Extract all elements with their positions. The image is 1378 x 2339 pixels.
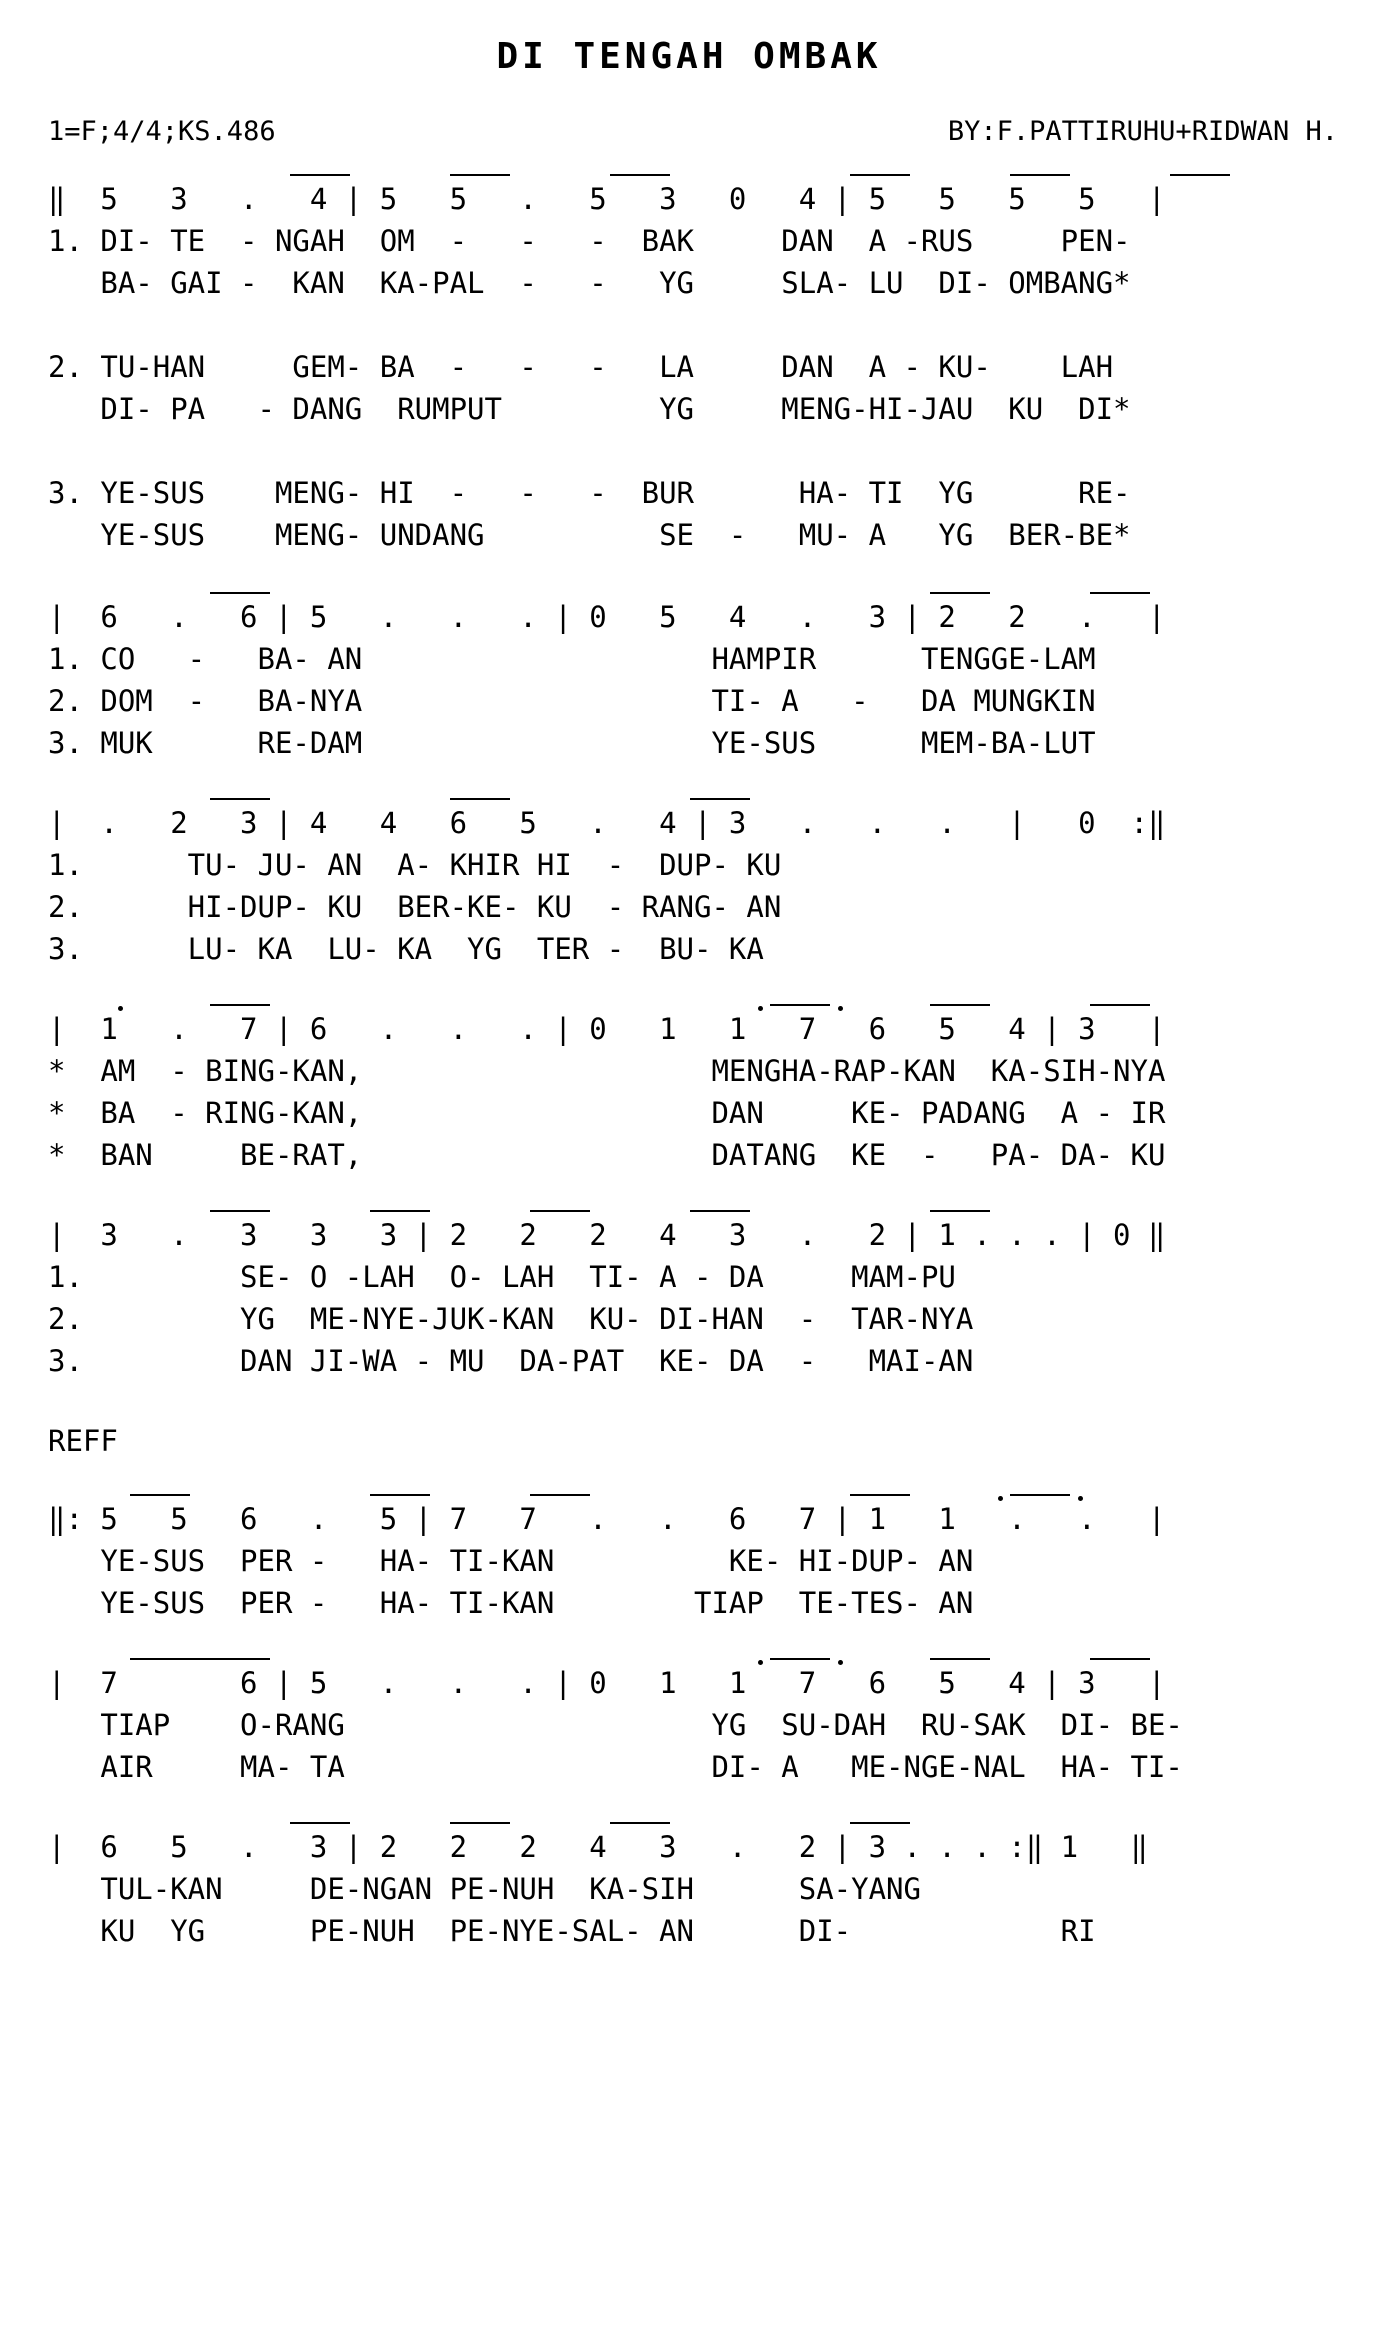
- beam-mark: [1090, 1658, 1150, 1660]
- beam-mark: [210, 1004, 270, 1006]
- lyric-line: YE-SUS PER - HA- TI-KAN TIAP TE-TES- AN: [48, 1586, 974, 1620]
- beam-mark: [770, 1004, 830, 1006]
- lyric-line: 2. DOM - BA-NYA TI- A - DA MUNGKIN: [48, 684, 1096, 718]
- lyric-line: * AM - BING-KAN, MENGHA-RAP-KAN KA-SIH-NYA: [48, 1054, 1166, 1088]
- reff-label: REFF: [48, 1424, 118, 1458]
- beam-mark: [610, 1822, 670, 1824]
- beam-mark: [930, 1658, 990, 1660]
- lyric-line: 1. TU- JU- AN A- KHIR HI - DUP- KU: [48, 848, 782, 882]
- octave-dot: [1078, 1496, 1083, 1501]
- beam-mark: [290, 1822, 350, 1824]
- beam-mark: [1170, 174, 1230, 176]
- beam-mark: [210, 592, 270, 594]
- beam-mark: [690, 798, 750, 800]
- lyric-line: AIR MA- TA DI- A ME-NGE-NAL HA- TI-: [48, 1750, 1183, 1784]
- notation-line-1: ‖ 5 3 . 4 | 5 5 . 5 3 0 4 | 5 5 5 5 |: [48, 182, 1166, 216]
- beam-mark: [850, 1494, 910, 1496]
- lyric-line: 2. TU-HAN GEM- BA - - - LA DAN A - KU- LAH: [48, 350, 1114, 384]
- beam-mark: [930, 1004, 990, 1006]
- lyric-line: * BA - RING-KAN, DAN KE- PADANG A - IR: [48, 1096, 1166, 1130]
- beam-mark: [210, 798, 270, 800]
- beam-mark: [210, 1210, 270, 1212]
- beam-mark: [1090, 1004, 1150, 1006]
- beam-mark: [930, 1210, 990, 1212]
- octave-dot: [838, 1660, 843, 1665]
- beam-mark: [1090, 592, 1150, 594]
- octave-dot: [758, 1660, 763, 1665]
- lyric-line: 3. MUK RE-DAM YE-SUS MEM-BA-LUT: [48, 726, 1096, 760]
- beam-mark: [130, 1658, 270, 1660]
- beam-mark: [290, 174, 350, 176]
- octave-dot: [758, 1006, 763, 1011]
- lyric-line: DI- PA - DANG RUMPUT YG MENG-HI-JAU KU DI*: [48, 392, 1131, 426]
- beam-mark: [690, 1210, 750, 1212]
- beam-mark: [370, 1494, 430, 1496]
- notation-line-2: | 6 . 6 | 5 . . . | 0 5 4 . 3 | 2 2 . |: [48, 600, 1166, 634]
- lyric-line: 3. LU- KA LU- KA YG TER - BU- KA: [48, 932, 764, 966]
- notation-line-6: ‖: 5 5 6 . 5 | 7 7 . . 6 7 | 1 1 . . |: [48, 1502, 1166, 1536]
- lyric-line: 3. DAN JI-WA - MU DA-PAT KE- DA - MAI-AN: [48, 1344, 974, 1378]
- lyric-line: BA- GAI - KAN KA-PAL - - YG SLA- LU DI- OMBANG*: [48, 266, 1131, 300]
- lyric-line: 1. DI- TE - NGAH OM - - - BAK DAN A -RUS PEN-: [48, 224, 1131, 258]
- lyric-line: YE-SUS PER - HA- TI-KAN KE- HI-DUP- AN: [48, 1544, 974, 1578]
- lyric-line: 2. HI-DUP- KU BER-KE- KU - RANG- AN: [48, 890, 782, 924]
- octave-dot: [998, 1496, 1003, 1501]
- song-title: DI TENGAH OMBAK: [496, 36, 882, 77]
- author-credit: BY:F.PATTIRUHU+RIDWAN H.: [947, 116, 1338, 147]
- beam-mark: [610, 174, 670, 176]
- beam-mark: [850, 1822, 910, 1824]
- lyric-line: 2. YG ME-NYE-JUK-KAN KU- DI-HAN - TAR-NYA: [48, 1302, 974, 1336]
- lyric-line: 1. SE- O -LAH O- LAH TI- A - DA MAM-PU: [48, 1260, 956, 1294]
- beam-mark: [770, 1658, 830, 1660]
- beam-mark: [930, 592, 990, 594]
- octave-dot: [118, 1006, 123, 1011]
- beam-mark: [850, 174, 910, 176]
- notation-line-8: | 6 5 . 3 | 2 2 2 4 3 . 2 | 3 . . . :‖ 1 ‖: [48, 1830, 1148, 1864]
- beam-mark: [130, 1494, 190, 1496]
- beam-mark: [530, 1494, 590, 1496]
- lyric-line: KU YG PE-NUH PE-NYE-SAL- AN DI- RI: [48, 1914, 1096, 1948]
- notation-line-4: | 1 . 7 | 6 . . . | 0 1 1 7 6 5 4 | 3 |: [48, 1012, 1166, 1046]
- beam-mark: [1010, 1494, 1070, 1496]
- lyric-line: TIAP O-RANG YG SU-DAH RU-SAK DI- BE-: [48, 1708, 1183, 1742]
- beam-mark: [450, 174, 510, 176]
- beam-mark: [450, 798, 510, 800]
- notation-line-5: | 3 . 3 3 3 | 2 2 2 4 3 . 2 | 1 . . . | 0 ‖: [48, 1218, 1166, 1252]
- beam-mark: [1010, 174, 1070, 176]
- octave-dot: [838, 1006, 843, 1011]
- lyric-line: 1. CO - BA- AN HAMPIR TENGGE-LAM: [48, 642, 1096, 676]
- key-signature: 1=F;4/4;KS.486: [48, 116, 276, 147]
- lyric-line: * BAN BE-RAT, DATANG KE - PA- DA- KU: [48, 1138, 1166, 1172]
- notation-line-3: | . 2 3 | 4 4 6 5 . 4 | 3 . . . | 0 :‖: [48, 806, 1166, 840]
- lyric-line: TUL-KAN DE-NGAN PE-NUH KA-SIH SA-YANG: [48, 1872, 921, 1906]
- notation-line-7: | 7 6 | 5 . . . | 0 1 1 7 6 5 4 | 3 |: [48, 1666, 1166, 1700]
- beam-mark: [370, 1210, 430, 1212]
- beam-mark: [530, 1210, 590, 1212]
- lyric-line: YE-SUS MENG- UNDANG SE - MU- A YG BER-BE*: [48, 518, 1131, 552]
- beam-mark: [450, 1822, 510, 1824]
- lyric-line: 3. YE-SUS MENG- HI - - - BUR HA- TI YG RE-: [48, 476, 1131, 510]
